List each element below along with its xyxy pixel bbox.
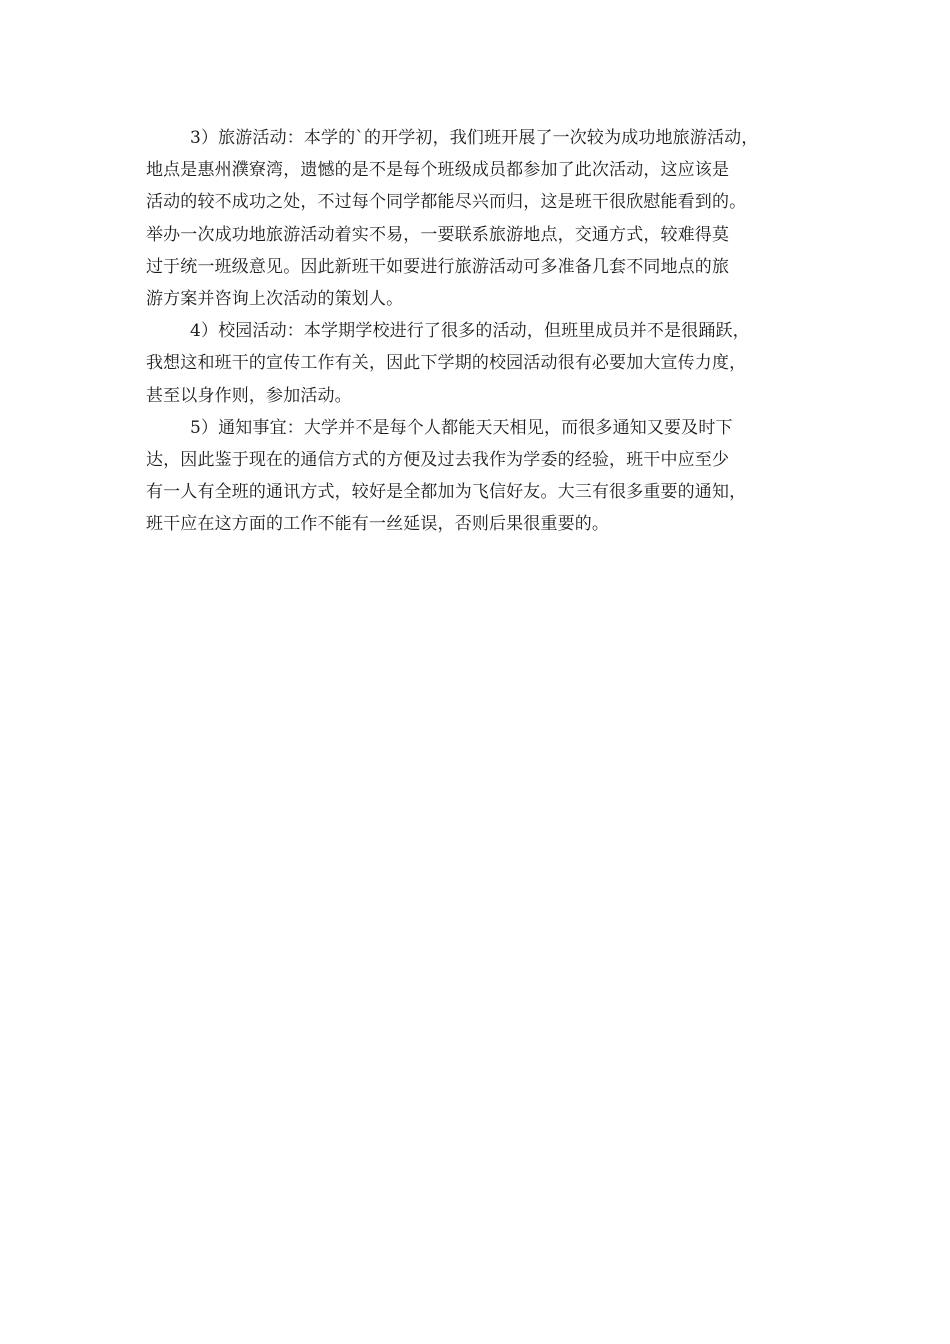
paragraph-line: 有一人有全班的通讯方式，较好是全都加为飞信好友。大三有很多重要的通知， [146,482,747,503]
paragraph-line: 过于统一班级意见。因此新班干如要进行旅游活动可多准备几套不同地点的旅 [146,256,730,277]
paragraph-line: 我想这和班干的宣传工作有关，因此下学期的校园活动很有必要加大宣传力度， [146,353,747,374]
document-body [146,122,810,540]
paragraph-campus-activity [146,315,810,412]
paragraph-line: 活动的较不成功之处，不过每个同学都能尽兴而归，这是班干很欣慰能看到的。 [146,192,747,213]
paragraph-line: 班干应在这方面的工作不能有一丝延误，否则后果很重要的。 [146,514,610,535]
paragraph-line: 甚至以身作则，参加活动。 [146,385,352,406]
paragraph-line: 达，因此鉴于现在的通信方式的方便及过去我作为学委的经验，班干中应至少 [146,449,730,470]
paragraph-line: 5）通知事宜：大学并不是每个人都能天天相见，而很多通知又要及时下 [190,417,733,438]
paragraph-travel-activity [146,122,810,315]
paragraph-line: 3）旅游活动：本学的`的开学初，我们班开展了一次较为成功地旅游活动， [190,128,759,148]
paragraph-line: 地点是惠州濮寮湾，遗憾的是不是每个班级成员都参加了此次活动，这应该是 [146,160,730,181]
paragraph-notification-matters [146,412,810,541]
paragraph-line: 游方案并咨询上次活动的策划人。 [146,288,404,309]
paragraph-line: 举办一次成功地旅游活动着实不易，一要联系旅游地点，交通方式，较难得莫 [146,224,730,245]
paragraph-line: 4）校园活动：本学期学校进行了很多的活动，但班里成员并不是很踊跃， [190,321,750,342]
